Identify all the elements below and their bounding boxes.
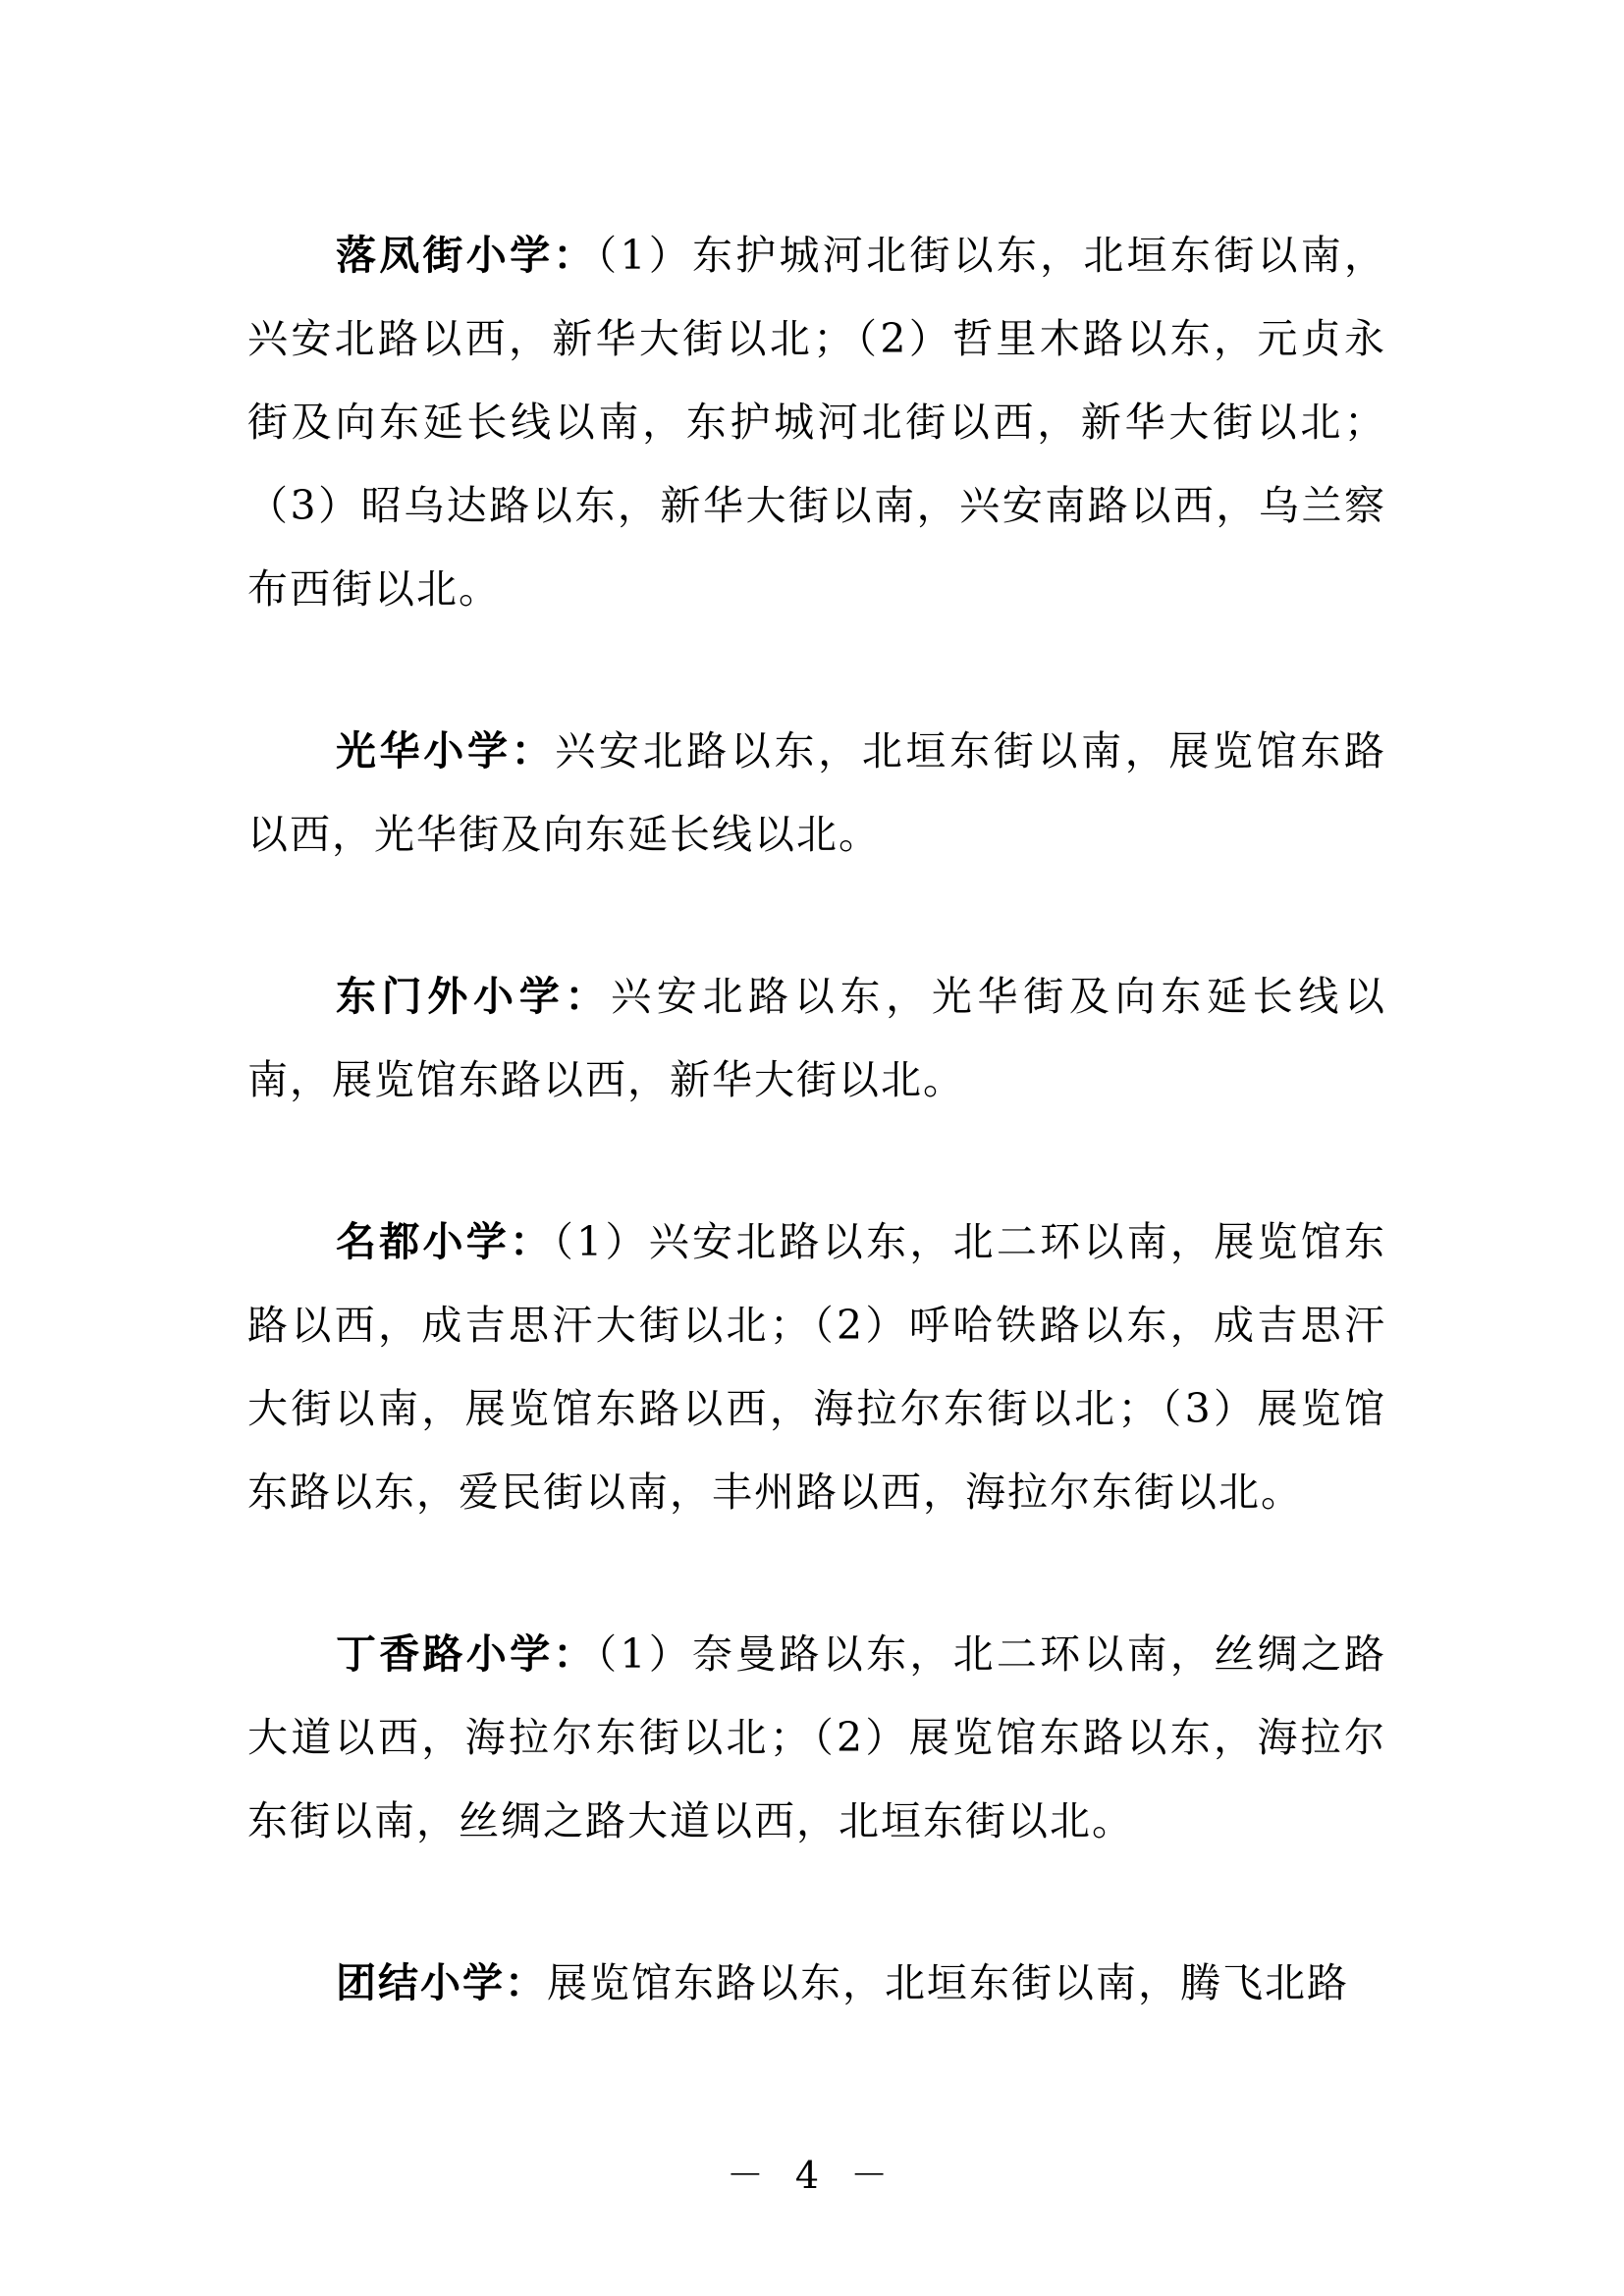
school-district-entry [247,1201,1386,1534]
district-boundary-text: 兴安北路以东，北垣东街以南，展览馆东路以西，光华街及向东延长线以北。 [247,727,1387,858]
school-district-entry [247,710,1386,877]
district-boundary-text: （1）奈曼路以东，北二环以南，丝绸之路大道以西，海拉尔东街以北；（2）展览馆东路以东，海拉尔东街以南，丝绸之路大道以西，北垣东街以北。 [247,1630,1386,1844]
district-boundary-text: （1）东护城河北街以东，北垣东街以南，兴安北路以西，新华大街以北；（2）哲里木路以东，元贞永街及向东延长线以南，东护城河北街以西，新华大街以北；（3）昭乌达路以东，新华大街以南，兴安南路以西，乌兰察布西街以北。 [247,232,1386,613]
school-name: 丁香路小学： [336,1630,597,1678]
document-body [247,214,1386,2025]
school-district-entry [247,1942,1386,2025]
district-boundary-text: 兴安北路以东，光华街及向东延长线以南，展览馆东路以西，新华大街以北。 [247,973,1387,1103]
district-boundary-text: （1）兴安北路以东，北二环以南，展览馆东路以西，成吉思汗大街以北；（2）呼哈铁路以东，成吉思汗大街以南，展览馆东路以西，海拉尔东街以北；（3）展览馆东路以东，爱民街以南，丰州路以西，海拉尔东街以北。 [247,1218,1386,1516]
page-number: － 4 － [726,2154,898,2197]
school-name: 团结小学： [336,1959,547,2006]
school-district-entry [247,1613,1386,1863]
school-name: 东门外小学： [336,973,612,1020]
school-name: 名都小学： [336,1218,554,1265]
school-name: 光华小学： [336,727,556,774]
district-boundary-text: 展览馆东路以东，北垣东街以南，腾飞北路 [547,1959,1349,2006]
school-district-entry [247,214,1386,631]
school-district-entry [247,955,1386,1122]
school-name: 落凤街小学： [336,232,597,279]
